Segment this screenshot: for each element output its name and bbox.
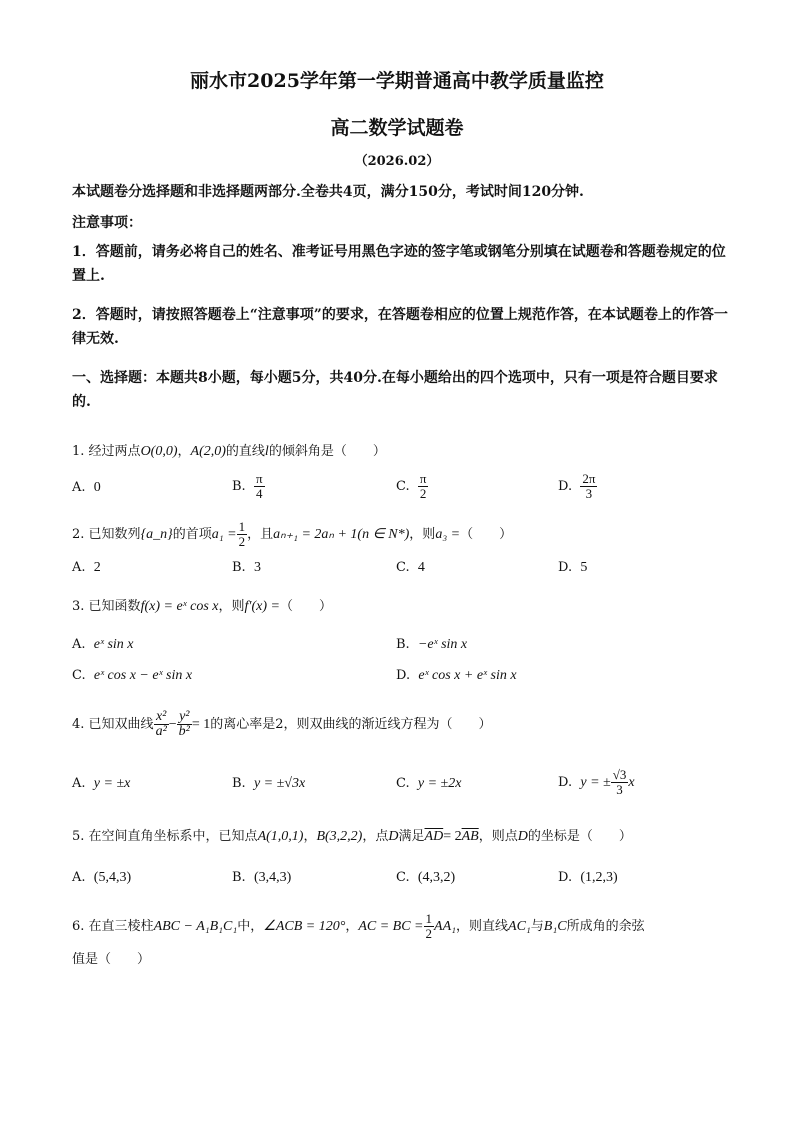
- fraction-denominator: 3: [585, 486, 593, 501]
- question-number: 3.: [72, 599, 85, 614]
- option-letter: D.: [558, 560, 573, 575]
- question-text: 的离心率是2，则双曲线的渐近线方程为（ ）: [210, 717, 492, 732]
- question-number: 2.: [72, 527, 85, 542]
- fraction-denominator: 2: [425, 926, 433, 941]
- math-expr: = 2: [443, 829, 462, 844]
- fraction-denominator: 3: [616, 782, 623, 797]
- option-a: [72, 868, 131, 888]
- option-b: [396, 635, 467, 655]
- math-expr: aₙ₊₁ = 2aₙ + 1(n ∈ N*): [273, 527, 410, 542]
- option-letter: A.: [72, 637, 86, 652]
- option-value: −eˣ sin x: [417, 637, 468, 652]
- fraction-numerator: π: [255, 471, 263, 486]
- option-d: [396, 666, 517, 686]
- math-expr: a₁ =: [211, 527, 237, 542]
- math-expr: D: [517, 829, 528, 844]
- option-b: [232, 472, 265, 501]
- math-expr: A(2,0): [190, 444, 226, 459]
- question-number: 4.: [72, 717, 85, 732]
- question-text: ，则点: [478, 829, 518, 844]
- option-c: [72, 666, 192, 686]
- question-2: [72, 520, 732, 549]
- fraction-numerator: y²: [177, 710, 192, 725]
- option-d: [558, 868, 618, 888]
- option-value: eˣ cos x − eˣ sin x: [93, 668, 193, 683]
- option-d: [558, 558, 587, 578]
- option-value: eˣ cos x + eˣ sin x: [418, 668, 517, 683]
- question-text: 的倾斜角是（ ）: [268, 444, 386, 459]
- fraction-denominator: 2: [238, 534, 246, 549]
- option-letter: D.: [558, 870, 573, 885]
- fraction: [424, 912, 435, 941]
- section-heading: 一、选择题：本题共8小题，每小题5分，共40分.在每小题给出的四个选项中，只有一项是符合题目要求的.: [72, 370, 718, 410]
- fraction: [418, 472, 429, 501]
- option-letter: B.: [232, 776, 246, 791]
- fraction-numerator: π: [419, 471, 427, 486]
- option-letter: D.: [558, 775, 573, 790]
- option-letter: B.: [232, 870, 246, 885]
- question-text: 中，: [237, 919, 264, 934]
- fraction-numerator: 2π: [582, 471, 596, 486]
- option-value: 0: [93, 480, 101, 495]
- fraction: [580, 472, 597, 501]
- fraction: [611, 768, 629, 797]
- option-c: [396, 558, 425, 578]
- question-text: 已知函数: [88, 599, 141, 614]
- question-6-line-2: 值是（ ）: [72, 952, 151, 967]
- question-text: ，: [303, 829, 317, 844]
- fraction-denominator: b²: [178, 724, 190, 739]
- option-value: 2: [93, 560, 101, 575]
- notice-heading: 注意事项：: [72, 215, 142, 231]
- notice-2: 2．答题时，请按照答题卷上“注意事项”的要求，在答题卷相应的位置上规范作答，在本试题卷上的作答一律无效.: [72, 307, 728, 347]
- question-text: ，则: [218, 599, 245, 614]
- question-text: 与: [530, 919, 544, 934]
- option-d: [558, 472, 597, 501]
- option-value: (5,4,3): [93, 870, 132, 885]
- fraction-numerator: x²: [154, 710, 169, 725]
- fraction-denominator: 2: [419, 486, 427, 501]
- option-b: [232, 558, 261, 578]
- option-value: y = ±x: [93, 776, 131, 791]
- option-value: 4: [417, 560, 425, 575]
- fraction-numerator: √3: [612, 767, 627, 782]
- notice-1: 1．答题前，请务必将自己的姓名、准考证号用黑色字迹的签字笔或钢笔分别填在试题卷和答题卷规定的位置上.: [72, 244, 726, 284]
- math-expr: AC = BC =: [358, 919, 424, 934]
- math-expr: l: [264, 444, 269, 459]
- question-text: 已知双曲线: [88, 717, 154, 732]
- option-letter: B.: [396, 637, 410, 652]
- question-text: （ ）: [460, 527, 513, 542]
- question-number: 1.: [72, 444, 85, 459]
- math-expr: y = ±: [580, 775, 611, 790]
- option-value: eˣ sin x: [93, 637, 134, 652]
- option-letter: A.: [72, 776, 86, 791]
- math-expr: x: [628, 775, 635, 790]
- option-a: [72, 478, 101, 498]
- option-a: [72, 558, 101, 578]
- question-text: 的直线: [225, 444, 265, 459]
- question-text: 在空间直角坐标系中，已知点: [88, 829, 258, 844]
- question-text: ，则直线: [456, 919, 509, 934]
- question-text: 在直三棱柱: [88, 919, 154, 934]
- option-letter: C.: [396, 776, 410, 791]
- option-a: [72, 635, 134, 655]
- option-letter: D.: [396, 668, 411, 683]
- math-expr: f(x) = eˣ cos x: [140, 599, 219, 614]
- fraction: [237, 520, 248, 549]
- option-letter: A.: [72, 870, 86, 885]
- math-expr: ∠ACB = 120°: [263, 919, 346, 934]
- question-text: 经过两点: [88, 444, 141, 459]
- fraction-numerator: 1: [238, 519, 246, 534]
- question-6: [72, 912, 732, 941]
- option-letter: C.: [396, 479, 410, 494]
- option-value: (1,2,3): [580, 870, 618, 885]
- question-text: ，点: [362, 829, 389, 844]
- question-3: [72, 597, 732, 617]
- option-c: [396, 868, 455, 888]
- math-expr: A(1,0,1): [257, 829, 304, 844]
- exam-title: 丽水市2025学年第一学期普通高中教学质量监控: [190, 70, 604, 92]
- option-value: y = ±√3x: [253, 776, 306, 791]
- math-expr: {a_n}: [140, 527, 173, 542]
- option-value: y = ±2x: [417, 776, 462, 791]
- option-letter: A.: [72, 560, 86, 575]
- math-expr: = 1: [191, 717, 211, 732]
- math-operator: −: [168, 717, 177, 732]
- math-expr: ABC − A₁B₁C₁: [153, 919, 238, 934]
- option-a: [72, 774, 130, 794]
- option-d: [558, 768, 635, 797]
- question-number: 6.: [72, 919, 85, 934]
- option-c: [396, 774, 461, 794]
- option-b: [232, 868, 291, 888]
- question-text: ，则: [409, 527, 436, 542]
- option-value: 3: [253, 560, 261, 575]
- option-value: 5: [580, 560, 588, 575]
- option-letter: C.: [396, 560, 410, 575]
- question-text: ，且: [247, 527, 274, 542]
- question-text: 满足: [398, 829, 425, 844]
- vector-ab: $\overline{AB}$: [461, 829, 479, 844]
- question-number: 5.: [72, 829, 85, 844]
- fraction: [154, 710, 169, 739]
- option-letter: D.: [558, 479, 573, 494]
- fraction: [177, 710, 192, 739]
- option-c: [396, 472, 428, 501]
- question-4: [72, 710, 732, 739]
- question-text: （ ）: [279, 599, 332, 614]
- math-expr: f′(x) =: [244, 599, 280, 614]
- math-expr: AA₁: [434, 919, 456, 934]
- question-text: 的首项: [172, 527, 212, 542]
- math-expr: O(0,0): [140, 444, 178, 459]
- intro-summary: 本试题卷分选择题和非选择题两部分.全卷共4页，满分150分，考试时间120分钟.: [72, 184, 584, 200]
- option-letter: C.: [72, 668, 86, 683]
- option-value: (3,4,3): [253, 870, 292, 885]
- fraction-denominator: a²: [155, 724, 167, 739]
- option-letter: B.: [232, 479, 246, 494]
- fraction: [254, 472, 265, 501]
- math-expr: a₃ =: [435, 527, 461, 542]
- question-text: 的坐标是（ ）: [527, 829, 632, 844]
- fraction-numerator: 1: [425, 911, 433, 926]
- option-letter: C.: [396, 870, 410, 885]
- vector-ad: $\overline{AD}$: [424, 829, 444, 844]
- option-value: (4,3,2): [417, 870, 456, 885]
- question-text: ，: [345, 919, 359, 934]
- option-letter: A.: [72, 480, 86, 495]
- exam-date: （2026.02）: [354, 154, 440, 169]
- question-text: ，: [177, 444, 191, 459]
- question-text: 已知数列: [88, 527, 141, 542]
- question-5: [72, 827, 732, 847]
- question-text: 所成角的余弦: [566, 919, 645, 934]
- math-expr: B₁C: [543, 919, 567, 934]
- math-expr: AC₁: [508, 919, 531, 934]
- option-b: [232, 774, 305, 794]
- question-1: [72, 442, 732, 462]
- fraction-denominator: 4: [255, 486, 263, 501]
- option-letter: B.: [232, 560, 246, 575]
- math-expr: D: [388, 829, 399, 844]
- exam-subtitle: 高二数学试题卷: [330, 117, 464, 139]
- math-expr: B(3,2,2): [316, 829, 363, 844]
